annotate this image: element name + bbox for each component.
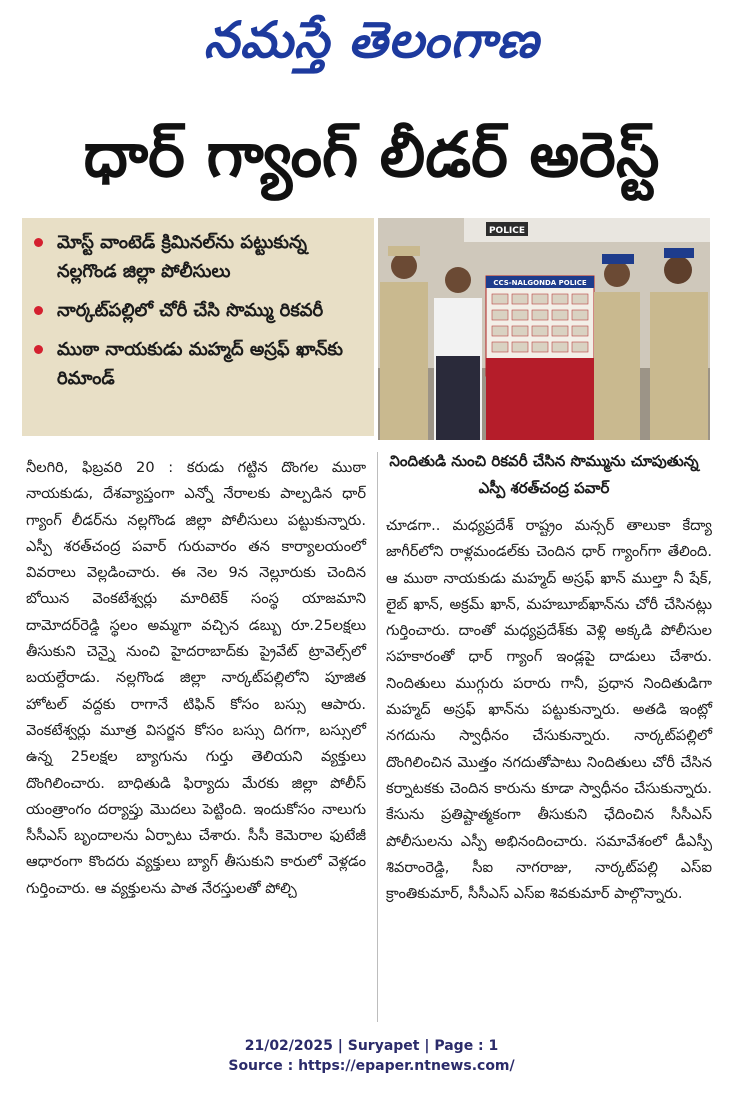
news-photo: [378, 218, 710, 440]
press-meet-photo-illustration: [378, 218, 710, 440]
headline: ధార్ గ్యాంగ్ లీడర్ అరెస్ట్: [83, 118, 660, 191]
page-footer: [0, 1036, 743, 1076]
bullet-icon: [34, 238, 43, 247]
highlight-item: [32, 335, 368, 393]
article-column-left: నీలగిరి, ఫిబ్రవరి 20 : కరుడు గట్టిన దొంగల ముఠా నాయకుడు, దేశవ్యాప్తంగా ఎన్నో నేరాలకు పాల్పడిన ధార్ గ్యాంగ్ లీడర్‌ను నల్లగొండ జిల్లా పోలీసులు పట్టుకున్నారు. ఎస్పీ శరత్‌చంద్ర పవార్ గురువారం తన కార్యాలయంలో వివరాలు వెల్లడించారు. ఈ నెల 9న నెల్లూరుకు చెందిన బోయిన వెంకటేశ్వర్లు మారిటెక్ సంస్థ యాజమాని దామోదర్‌రెడ్డి స్థలం అమ్మగా వచ్చిన డబ్బు రూ.25లక్షలు తీసుకుని చెన్నై నుంచి హైదరాబాద్‌కు ప్రైవేట్ ట్రావెల్స్‌లో బయల్దేరాడు. నల్లగొండ జిల్లా నార్కట్‌పల్లిలోని పూజిత హోటల్ వద్దకు రాగానే టిఫిన్ కోసం బస్సు ఆపారు. వెంకటేశ్వర్లు మూత్ర విసర్జన కోసం బస్సు దిగగా, బస్సులో ఉన్న 25లక్షల బ్యాగును గుర్తు తెలియని వ్యక్తులు దొంగిలించారు. బాధితుడి ఫిర్యాదు మేరకు జిల్లా పోలీస్ యంత్రాంగం దర్యాప్తు మొదలు పెట్టింది. ఇందుకోసం నాలుగు సీసీఎస్ బృందాలను ఏర్పాటు చేశారు. సీసీ కెమెరాల ఫుటేజీ ఆధారంగా కొందరు వ్యక్తులు బ్యాగ్ తీసుకుని కారులో వెళ్లడం గుర్తించారు. ఆ వ్యక్తులను పాత నేరస్తులతో పోల్చి: [26, 459, 366, 897]
highlight-text: ముఠా నాయకుడు మహ్మద్ అస్రఫ్ ఖాన్‌కు రిమాండ్: [57, 339, 343, 389]
photo-caption: నిందితుడి నుంచి రికవరీ చేసిన సొమ్మును చూపుతున్న ఎస్పీ శరత్‌చంద్ర పవార్: [389, 452, 699, 497]
article-column-right: చూడగా.. మధ్యప్రదేశ్ రాష్ట్రం మన్సర్ తాలుకా కేద్యా జాగీర్‌లోని రాళ్లమండల్‌కు చెందిన ధార్ గ్యాంగ్‌గా తేలింది. ఆ ముఠా నాయకుడు మహ్మద్ అస్రఫ్ ఖాన్ ముల్తా నీ షేక్, లైబ్ ఖాన్, అక్రమ్ ఖాన్, మహబూబ్‌ఖాన్‌ను చోరీ చేసినట్లు గుర్తించారు. దాంతో మధ్యప్రదేశ్‌కు వెళ్లి అక్కడి పోలీసుల సహకారంతో ధార్ గ్యాంగ్ ఇండ్లపై దాడులు చేశారు. నిందితులు ముగ్గురు పరారు గానీ, ప్రధాన నిందితుడిగా మహ్మద్ అస్రఫ్ ఖాన్‌ను పట్టుకున్నారు. అతడి ఇంట్లో నగదును స్వాధీనం చేసుకున్నారు. నార్కట్‌పల్లిలో దొంగిలించిన మొత్తం నగదుతోపాటు నిందితులు చోరీ చేసిన కర్నాటకకు చెందిన కారును కూడా స్వాధీనం చేసుకున్నారు. కేసును ప్రతిష్టాత్మకంగా తీసుకుని ఛేదించిన సీసీఎస్ పోలీసులను ఎస్పీ అభినందించారు. సమావేశంలో డీఎస్పీ శివరాంరెడ్డి, సీఐ నాగరాజు, నార్కట్‌పల్లి ఎస్ఐ క్రాంతికుమార్, సీసీఎస్ ఎస్ఐ శివకుమార్ పాల్గొన్నారు.: [386, 517, 712, 903]
highlight-item: [32, 228, 368, 286]
newspaper-masthead: నమస్తే తెలంగాణ: [203, 11, 540, 69]
highlight-text: మోస్ట్ వాంటెడ్ క్రిమినల్‌ను పట్టుకున్న నల్లగొండ జిల్లా పోలీసులు: [57, 232, 307, 282]
highlights-box: [22, 218, 374, 436]
column-divider: [377, 452, 378, 1022]
police-sign-text: POLICE: [488, 226, 526, 236]
bullet-icon: [34, 345, 43, 354]
highlight-item: [32, 296, 368, 325]
edition-info: 21/02/2025 | Suryapet | Page : 1: [244, 1038, 499, 1054]
highlight-text: నార్కట్‌పల్లిలో చోరీ చేసి సొమ్ము రికవరీ: [57, 300, 324, 321]
banner-text: CCS-NALGONDA POLICE: [493, 279, 587, 287]
bullet-icon: [34, 306, 43, 315]
source-link[interactable]: Source : https://epaper.ntnews.com/: [228, 1058, 515, 1074]
